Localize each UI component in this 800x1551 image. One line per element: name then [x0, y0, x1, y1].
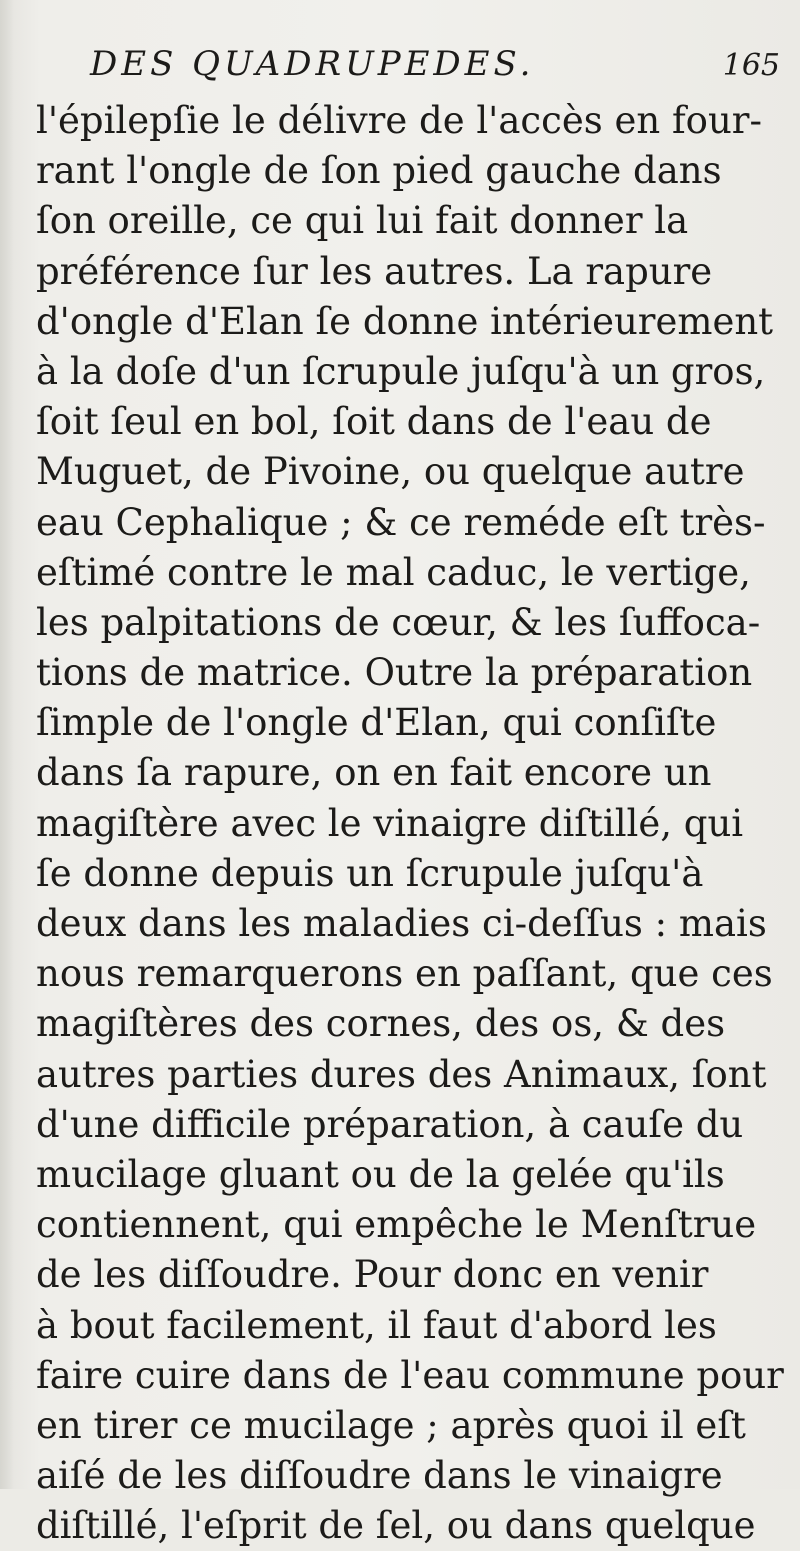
text-line: autres parties dures des Animaux, ſont — [36, 1052, 767, 1096]
text-line: les palpitations de cœur, & les ſuffoca- — [36, 600, 761, 644]
text-line: en tirer ce mucilage ; après quoi il eſt — [36, 1403, 746, 1447]
text-line: ſon oreille, ce qui lui fait donner la — [36, 199, 689, 243]
text-line: à bout facilement, il faut d'abord les — [36, 1303, 717, 1347]
text-line: diſtillé, l'eſprit de ſel, ou dans quelque — [36, 1504, 756, 1548]
text-line: ſimple de l'ongle d'Elan, qui conſiſte — [36, 701, 717, 745]
text-line: d'ongle d'Elan ſe donne intérieurement — [36, 299, 774, 343]
body-text — [36, 96, 796, 1551]
text-line: rant l'ongle de ſon pied gauche dans — [36, 149, 722, 193]
text-line: faire cuire dans de l'eau commune pour — [36, 1353, 784, 1397]
page-number: 165 — [722, 48, 780, 83]
text-line: mucilage gluant ou de la gelée qu'ils — [36, 1152, 725, 1196]
text-line: eau Cephalique ; & ce reméde eſt très- — [36, 500, 766, 544]
page-gutter-shadow — [0, 0, 14, 1489]
text-line: contiennent, qui empêche le Menſtrue — [36, 1203, 757, 1247]
text-line: nous remarquerons en paſſant, que ces — [36, 952, 773, 996]
text-line: à la doſe d'un ſcrupule juſqu'à un gros, — [36, 349, 766, 393]
text-line: ſe donne depuis un ſcrupule juſqu'à — [36, 851, 704, 895]
text-line: aiſé de les diſſoudre dans le vinaigre — [36, 1454, 723, 1498]
text-line: magiſtère avec le vinaigre diſtillé, qui — [36, 801, 744, 845]
text-line: l'épilepſie le délivre de l'accès en four- — [36, 99, 762, 142]
running-title: DES QUADRUPEDES. — [90, 44, 535, 84]
text-line: dans ſa rapure, on en fait encore un — [36, 751, 712, 795]
text-line: de les diſſoudre. Pour donc en venir — [36, 1253, 709, 1297]
text-line: Muguet, de Pivoine, ou quelque autre — [36, 450, 745, 494]
text-line: ſoit ſeul en bol, ſoit dans de l'eau de — [36, 400, 712, 444]
text-line: deux dans les maladies ci-deſſus : mais — [36, 902, 767, 945]
text-line: magiſtères des cornes, des os, & des — [36, 1002, 726, 1046]
text-line: préférence ſur les autres. La rapure — [36, 249, 713, 293]
text-line: d'une difficile préparation, à cauſe du — [36, 1102, 744, 1146]
running-head — [90, 40, 780, 90]
text-line: tions de matrice. Outre la préparation — [36, 651, 753, 695]
text-line: eſtimé contre le mal caduc, le vertige, — [36, 550, 751, 594]
